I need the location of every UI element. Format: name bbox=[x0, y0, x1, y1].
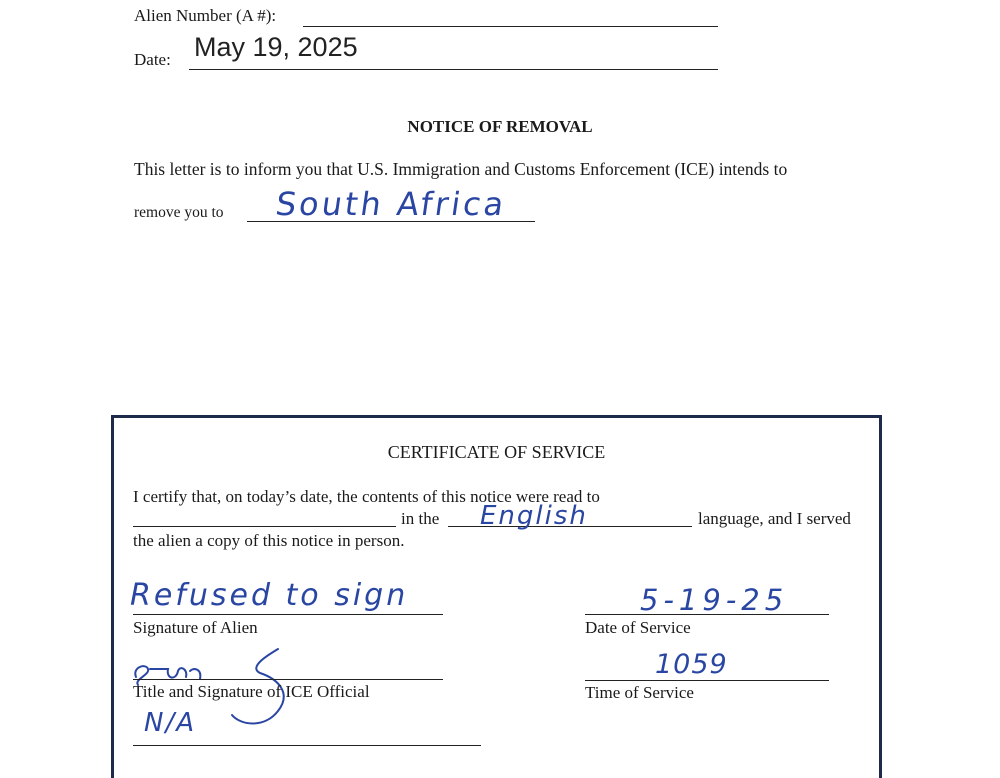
date-line bbox=[189, 69, 718, 70]
remove-prefix: remove you to bbox=[134, 204, 224, 221]
alien-number-line bbox=[303, 26, 718, 27]
interpreter-value[interactable]: N/A bbox=[144, 708, 196, 738]
language-suffix: language, and I served bbox=[698, 509, 851, 528]
time-of-service-value[interactable]: 1059 bbox=[655, 649, 728, 680]
alien-name-line bbox=[133, 526, 396, 527]
notice-title: NOTICE OF REMOVAL bbox=[407, 117, 593, 136]
certify-line1: I certify that, on today’s date, the contents of this notice were read to bbox=[133, 487, 600, 506]
time-of-service-line bbox=[585, 680, 829, 681]
alien-number-label: Alien Number (A #): bbox=[134, 6, 277, 25]
date-value[interactable]: May 19, 2025 bbox=[194, 32, 358, 62]
interpreter-line bbox=[133, 745, 481, 746]
official-label: Title and Signature of ICE Official bbox=[133, 682, 370, 701]
official-signature-line bbox=[133, 679, 443, 680]
alien-signature-value[interactable]: Refused to sign bbox=[130, 578, 409, 613]
copy-line: the alien a copy of this notice in person. bbox=[133, 531, 405, 550]
date-label: Date: bbox=[134, 50, 171, 69]
time-of-service-label: Time of Service bbox=[585, 683, 694, 702]
official-signature-icon bbox=[128, 645, 308, 765]
destination-value[interactable]: South Africa bbox=[273, 185, 510, 223]
date-of-service-line bbox=[585, 614, 829, 615]
alien-signature-label: Signature of Alien bbox=[133, 618, 258, 637]
alien-signature-line bbox=[133, 614, 443, 615]
in-the-text: in the bbox=[401, 509, 440, 528]
date-of-service-label: Date of Service bbox=[585, 618, 691, 637]
notice-body-line1: This letter is to inform you that U.S. Immigration and Customs Enforcement (ICE) intends to bbox=[134, 159, 788, 179]
language-value[interactable]: English bbox=[480, 501, 588, 531]
date-of-service-value[interactable]: 5-19-25 bbox=[640, 583, 789, 617]
certificate-title: CERTIFICATE OF SERVICE bbox=[387, 442, 606, 462]
